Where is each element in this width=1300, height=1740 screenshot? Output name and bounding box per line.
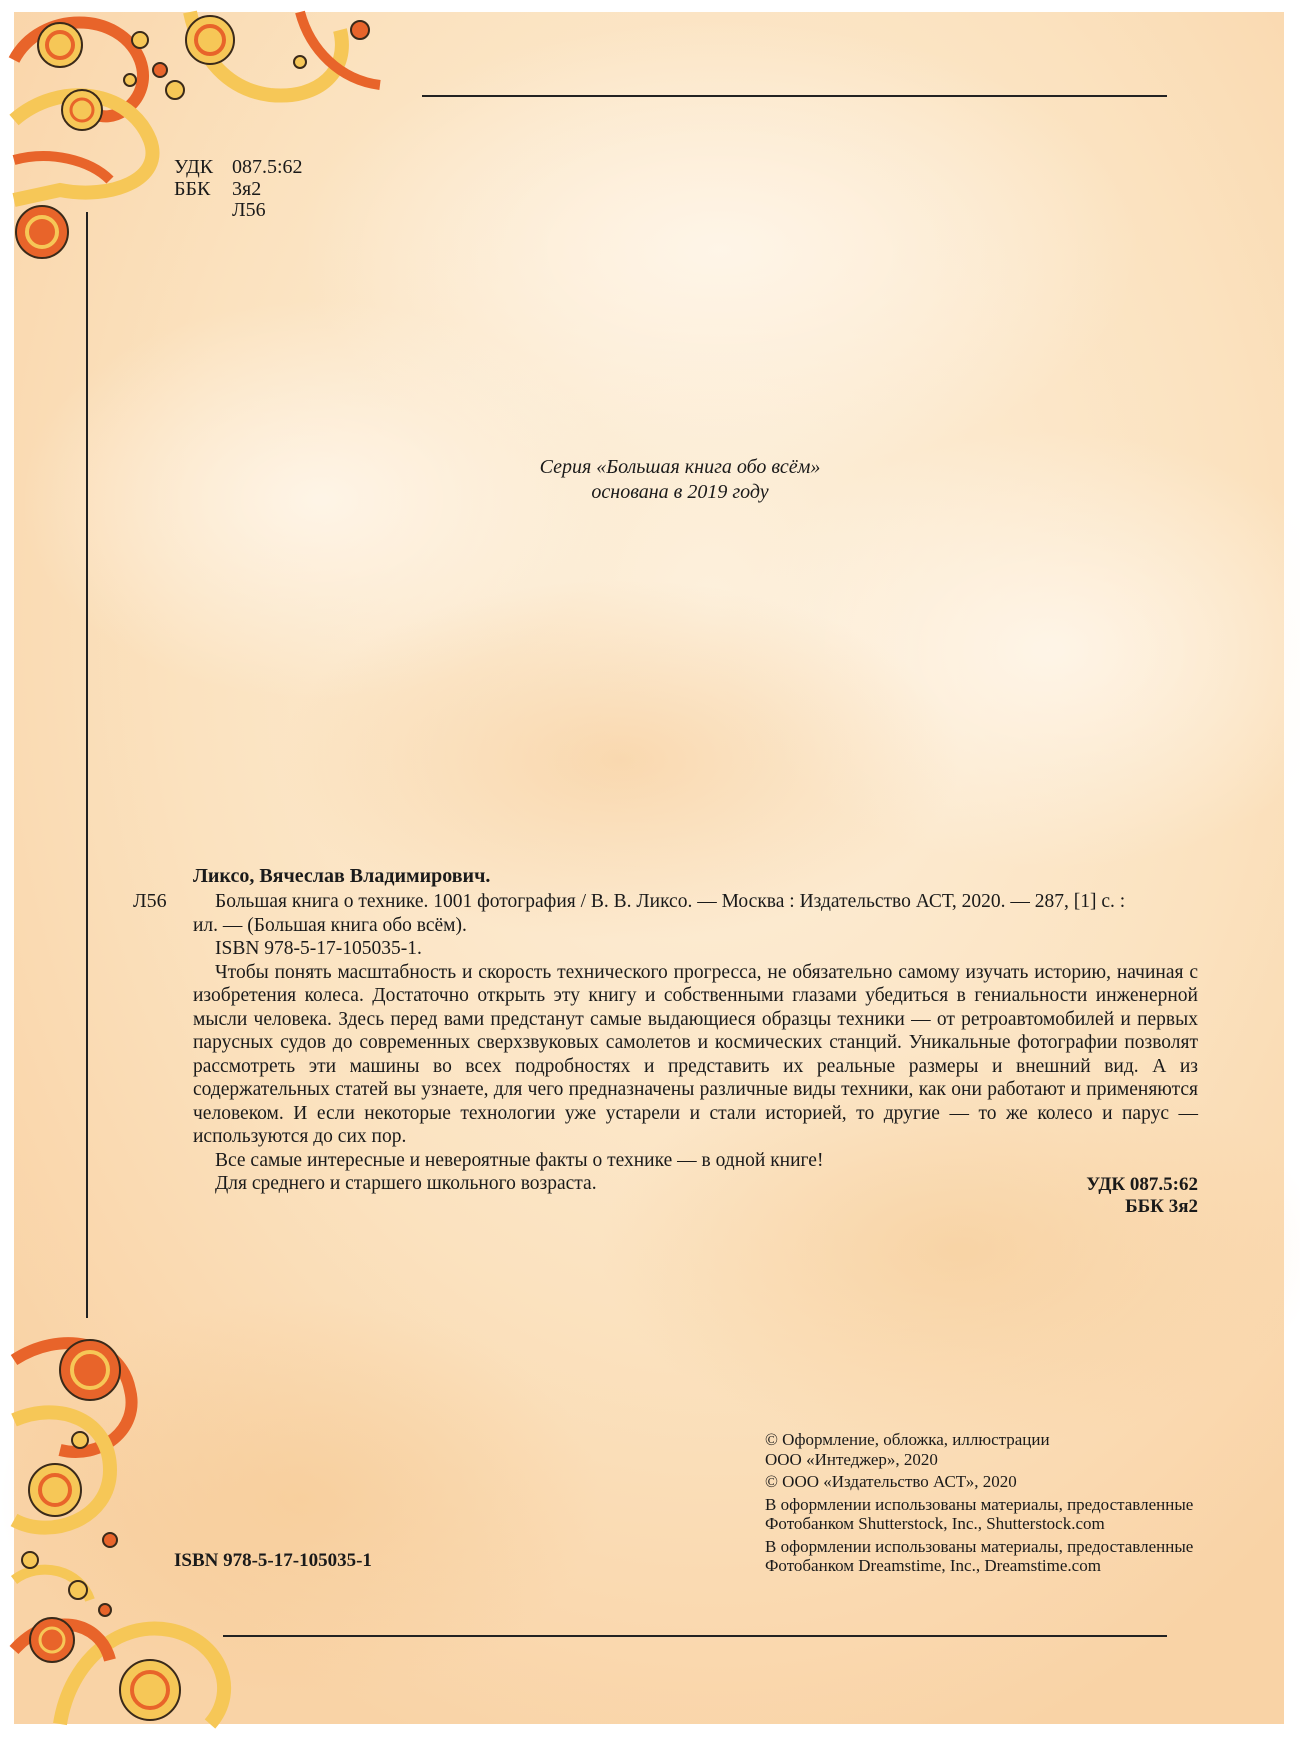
udk-label: УДК <box>174 156 214 178</box>
series-line-1: Серия «Большая книга обо всём» <box>539 456 821 478</box>
catalog-author: Ликсо, Вячеслав Владимирович. <box>193 865 491 887</box>
catalog-body <box>193 890 1198 1196</box>
shutterstock-2: Фотобанком Shutterstock, Inc., Shutterstock.com <box>765 1514 1105 1533</box>
catalog-isbn: ISBN 978-5-17-105035-1. <box>215 938 422 959</box>
catalog-tagline: Все самые интересные и невероятные факты о технике — в одной книге! <box>215 1149 824 1171</box>
copyright-ast: © ООО «Издательство АСТ», 2020 <box>765 1472 1017 1491</box>
footer-isbn: ISBN 978-5-17-105035-1 <box>174 1550 372 1571</box>
catalog-bbk-bold: ББК 3я2 <box>1125 1196 1198 1217</box>
udk-value: 087.5:62 <box>232 156 303 178</box>
series-line-2: основана в 2019 году <box>591 481 769 503</box>
copyright-design-2: ООО «Интеджер», 2020 <box>765 1449 938 1469</box>
author-sign-value: Л56 <box>232 199 266 221</box>
header-bbk <box>174 178 261 200</box>
top-rule <box>422 95 1167 97</box>
catalog-annotation: Чтобы понять масштабность и скорость технического прогресса, не обязательно самому изучать историю, начиная с изобретения колеса. Достаточно открыть эту книгу и собственными глазами убедиться в гениальности инженерной мысли человека. Здесь перед вами предстанут самые выдающиеся образцы техники — от ретроавтомобилей и первых парусных судов до современных сверхзвуковых самолетов и космических станций. Уникальные фотографии позволят рассмотреть эти машины во всех подробностях и представить их реальные размеры и внешний вид. А из содержательных статей вы узнаете, для чего предназначены различные виды техники, как они работают и применяются человеком. И если некоторые технологии уже устарели и стали историей, то другие — то же колесо и парус — используются до сих пор. <box>193 961 1198 1147</box>
catalog-age: Для среднего и старшего школьного возраста. <box>215 1173 597 1194</box>
left-vertical-rule <box>86 212 88 1318</box>
bbk-value: 3я2 <box>232 178 262 200</box>
copyright-block <box>765 1430 1193 1576</box>
dreamstime-2: Фотобанком Dreamstime, Inc., Dreamstime.com <box>765 1556 1101 1575</box>
shutterstock-1: В оформлении использованы материалы, предоставленные <box>765 1494 1194 1514</box>
catalog-author-sign: Л56 <box>133 890 167 912</box>
header-udk <box>174 156 303 178</box>
header-author-sign <box>174 199 266 221</box>
copyright-design-1: © Оформление, обложка, иллюстрации <box>765 1430 1050 1449</box>
catalog-title-line1: Большая книга о технике. 1001 фотография / В. В. Ликсо. — Москва : Издательство АСТ, 2020. — 287, [1] с. : <box>215 891 1126 912</box>
bottom-rule <box>223 1635 1167 1637</box>
catalog-udk-bold: УДК 087.5:62 <box>1086 1174 1198 1195</box>
bbk-label: ББК <box>174 178 211 200</box>
catalog-title-line2: ил. — (Большая книга обо всём). <box>193 914 467 936</box>
dreamstime-1: В оформлении использованы материалы, предоставленные <box>765 1536 1194 1556</box>
